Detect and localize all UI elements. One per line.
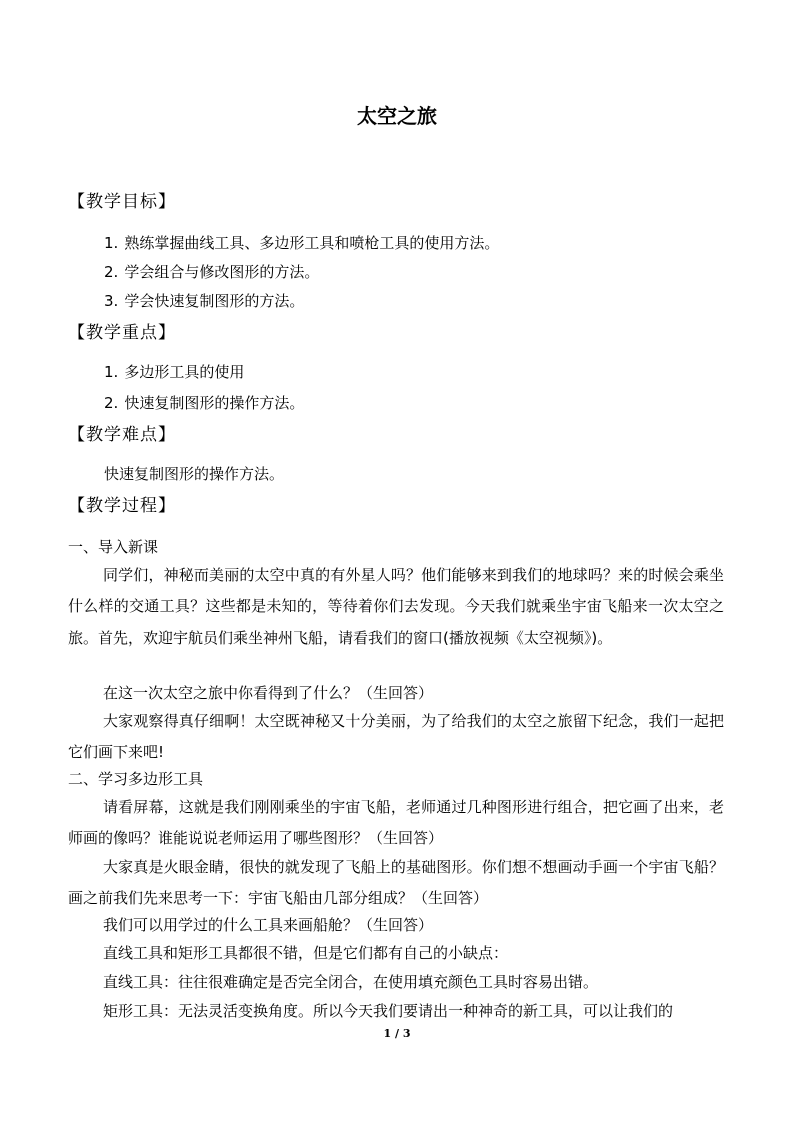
goals-heading: 【教学目标】 [68,192,176,212]
keypoint-item-1-text: 多边形工具的使用 [124,363,245,381]
paragraph-3: 大家观察得真仔细啊！太空既神秘又十分美丽，为了给我们的太空之旅留下纪念，我们一起把它们画下来吧! [68,712,724,762]
goal-item-3-number: 3. [104,292,119,310]
keypoints-heading: 【教学重点】 [68,323,176,343]
page-title: 太空之旅 [357,104,437,128]
paragraph-1: 同学们，神秘而美丽的太空中真的有外星人吗？他们能够来到我们的地球吗？来的时候会乘坐什么样的交通工具？这些都是未知的，等待着你们去发现。今天我们就乘坐宇宙飞船来一次太空之旅。首先，欢迎宇航员们乘坐神州飞船，请看我们的窗口(播放视频《太空视频》)。 [68,566,724,647]
paragraph-5: 大家真是火眼金睛，很快的就发现了飞船上的基础图形。你们想不想画动手画一个宇宙飞船？画之前我们先来思考一下：宇宙飞船由几部分组成？（生回答） [68,858,724,908]
keypoint-item-1 [104,362,244,382]
paragraph-9: 矩形工具：无法灵活变换角度。所以今天我们要请出一种神奇的新工具，可以让我们的 [103,1002,674,1020]
goal-item-2-number: 2. [104,263,119,281]
difficulty-text: 快速复制图形的操作方法。 [104,465,285,483]
section-2-title: 二、学习多边形工具 [68,770,204,788]
keypoint-item-2-number: 2. [104,394,119,412]
process-heading: 【教学过程】 [68,496,176,516]
difficulty-heading: 【教学难点】 [68,425,176,445]
keypoint-item-2 [104,393,304,413]
goal-item-3-text: 学会快速复制图形的方法。 [124,292,305,310]
page-number: 1 / 3 [383,1027,411,1040]
keypoint-item-1-number: 1. [104,363,119,381]
section-1-title: 一、导入新课 [68,538,159,556]
goal-item-2 [104,262,319,282]
goal-item-3 [104,291,304,311]
goal-item-1-number: 1. [104,234,119,252]
paragraph-2: 在这一次太空之旅中你看得到了什么？（生回答） [103,684,434,702]
goal-item-1-text: 熟练掌握曲线工具、多边形工具和喷枪工具的使用方法。 [124,234,500,252]
paragraph-4: 请看屏幕，这就是我们刚刚乘坐的宇宙飞船，老师通过几种图形进行组合，把它画了出来，老师画的像吗？谁能说说老师运用了哪些图形？（生回答） [68,798,724,848]
goal-item-2-text: 学会组合与修改图形的方法。 [124,263,320,281]
keypoint-item-2-text: 快速复制图形的操作方法。 [124,394,305,412]
goal-item-1 [104,233,499,253]
paragraph-8: 直线工具：往往很难确定是否完全闭合，在使用填充颜色工具时容易出错。 [103,973,599,991]
paragraph-7: 直线工具和矩形工具都很不错，但是它们都有自己的小缺点： [103,944,509,962]
paragraph-6: 我们可以用学过的什么工具来画船舱？（生回答） [103,916,434,934]
